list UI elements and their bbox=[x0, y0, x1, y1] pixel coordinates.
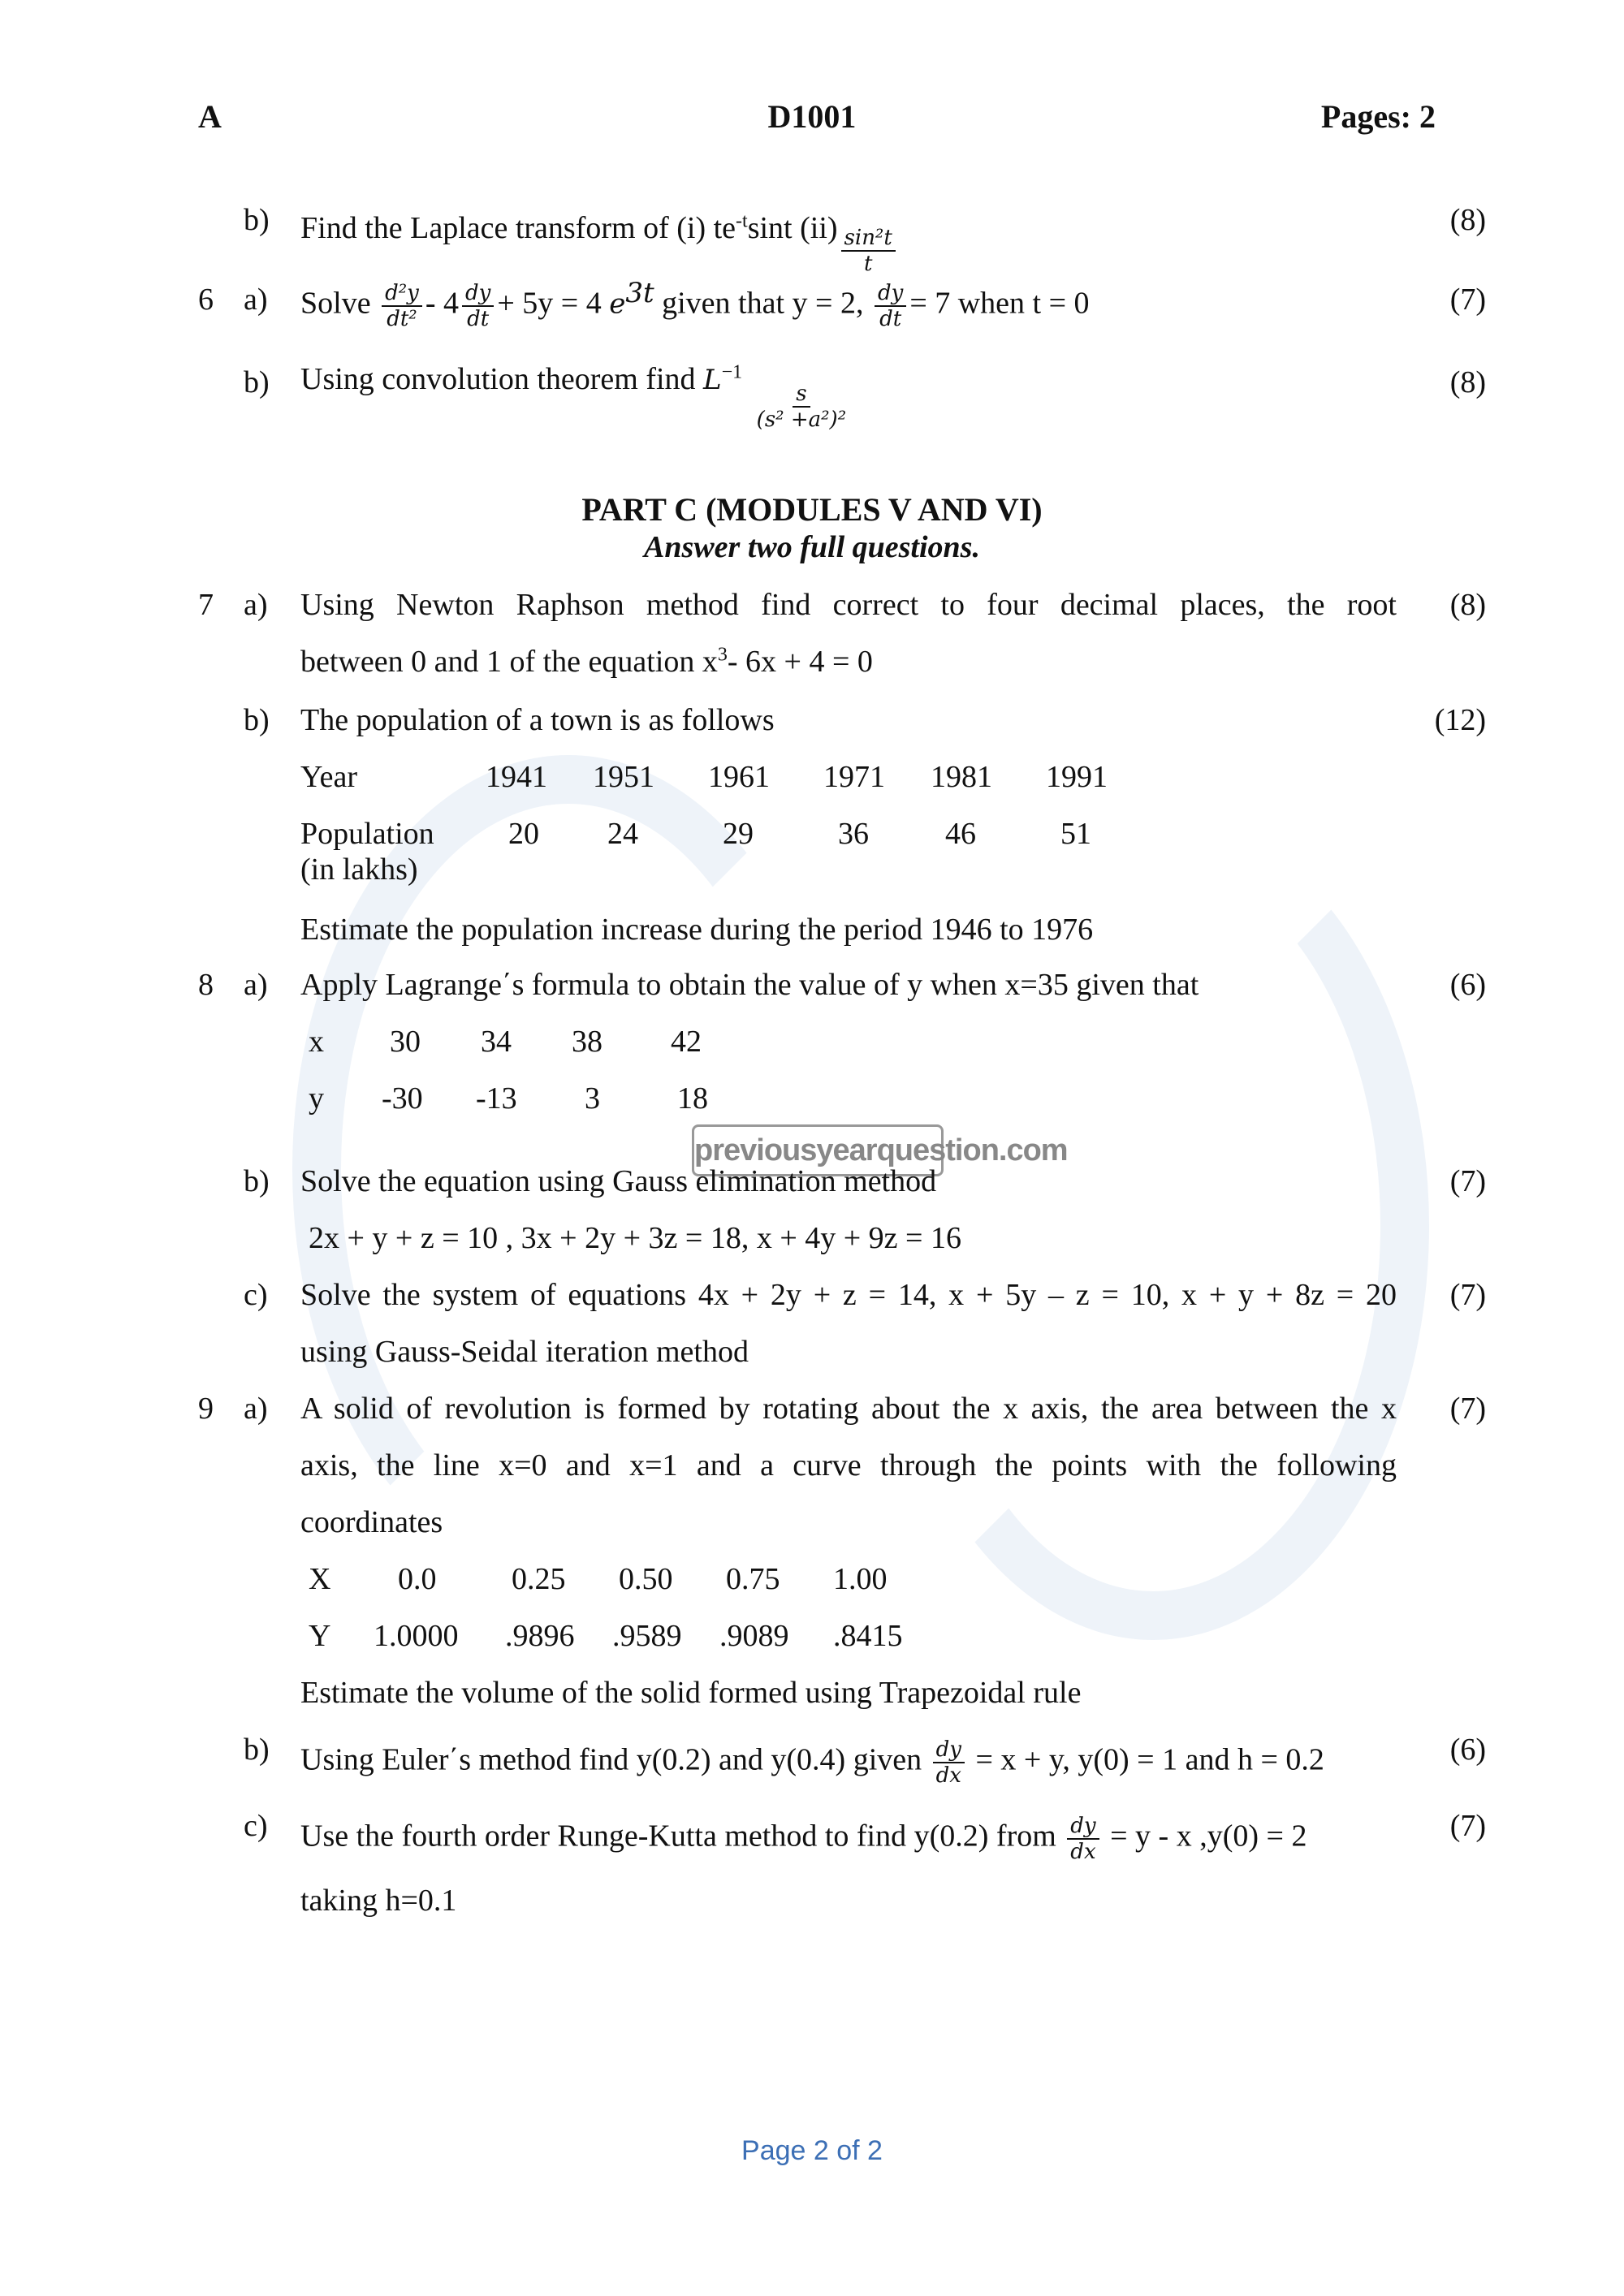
lagrange-y-value: 3 bbox=[585, 1081, 600, 1116]
q9a-line3: coordinates bbox=[300, 1505, 443, 1539]
part-c-title: PART C (MODULES V AND VI) bbox=[581, 491, 1043, 528]
trapezoid-x-label: X bbox=[309, 1562, 331, 1596]
trapezoid-y-value: .9589 bbox=[612, 1619, 682, 1653]
q7b-label: b) bbox=[244, 703, 270, 737]
trapezoid-y-value: .8415 bbox=[833, 1619, 903, 1653]
lagrange-x-label: x bbox=[309, 1025, 324, 1059]
q5b-text: Find the Laplace transform of (i) $te^{-t}\sin t$ (ii) $\frac{\text{sin²t}}{t}$ bbox=[300, 209, 899, 276]
part-c-instruction: Answer two full questions. bbox=[644, 530, 980, 564]
lagrange-x-value: 38 bbox=[572, 1025, 603, 1059]
population-value: 46 bbox=[945, 817, 976, 851]
q9b-text: Using Euler΄s method find y(0.2) and y(0.4) given $\frac{dy}{dx}$ = x + y, y(0) = 1 and h = 0.2 bbox=[300, 1737, 1324, 1788]
header-pages: Pages: 2 bbox=[1320, 98, 1436, 135]
q7b-estimate: Estimate the population increase during the period 1946 to 1976 bbox=[300, 913, 1094, 947]
q9b-label: b) bbox=[244, 1733, 270, 1767]
header-code: D1001 bbox=[767, 98, 857, 135]
q5b-marks: (8) bbox=[1449, 203, 1486, 237]
q9c-text: Use the fourth order Runge-Kutta method to find y(0.2) from $\frac{dy}{dx}$ = y - x ,y(0) = 2 bbox=[300, 1814, 1307, 1864]
trapezoid-x-value: 0.25 bbox=[512, 1562, 566, 1596]
q8a-marks: (6) bbox=[1449, 968, 1486, 1002]
q8c-line1: Solve the system of equations 4x + 2y + z = 14, x + 5y – z = 10, x + y + 8z = 20 bbox=[300, 1278, 1397, 1312]
q9a-line1: A solid of revolution is formed by rotating about the x axis, the area between the x bbox=[300, 1392, 1397, 1426]
trapezoid-x-value: 1.00 bbox=[833, 1562, 888, 1596]
watermark-logo: previousyearquestion.com bbox=[692, 1124, 944, 1176]
q8c-line2: using Gauss-Seidal iteration method bbox=[300, 1335, 749, 1369]
q8c-label: c) bbox=[244, 1278, 268, 1312]
trapezoid-x-value: 0.75 bbox=[726, 1562, 780, 1596]
population-value: 24 bbox=[607, 817, 638, 851]
lagrange-x-value: 34 bbox=[481, 1025, 512, 1059]
q8b-equations: 2x + y + z = 10 , 3x + 2y + 3z = 18, x + 4y + 9z = 16 bbox=[309, 1221, 961, 1255]
q8-number: 8 bbox=[198, 968, 214, 1002]
q8b-marks: (7) bbox=[1449, 1164, 1486, 1198]
trapezoid-y-value: 1.0000 bbox=[374, 1619, 459, 1653]
q6b-label: b) bbox=[244, 365, 270, 399]
lagrange-x-value: 42 bbox=[671, 1025, 702, 1059]
q6a-text: Solve $\frac{\text{d²y}}{\text{dt²}}$ - 4 $\frac{dy}{dt}$ + 5y = 4 $e^{3t}$ given that y = 2, $\frac{dy}{dt}$ = 7 when t = 0 bbox=[300, 277, 1090, 331]
q9a-estimate: Estimate the volume of the solid formed using Trapezoidal rule bbox=[300, 1676, 1082, 1710]
population-value-unit: (in lakhs) bbox=[300, 852, 418, 887]
q9a-label: a) bbox=[244, 1392, 268, 1426]
lagrange-y-value: -13 bbox=[476, 1081, 517, 1116]
population-year: 1981 bbox=[931, 760, 992, 794]
q8b-text: Solve the equation using Gauss elimination method bbox=[300, 1164, 937, 1198]
q9c-marks: (7) bbox=[1449, 1809, 1486, 1843]
trapezoid-x-value: 0.50 bbox=[619, 1562, 673, 1596]
population-year: 1951 bbox=[593, 760, 654, 794]
q6b-marks: (8) bbox=[1449, 365, 1486, 399]
trapezoid-x-value: 0.0 bbox=[398, 1562, 437, 1596]
q9c-label: c) bbox=[244, 1809, 268, 1843]
population-value: 20 bbox=[508, 817, 539, 851]
lagrange-x-value: 30 bbox=[390, 1025, 421, 1059]
q7a-marks: (8) bbox=[1449, 588, 1486, 622]
q9b-marks: (6) bbox=[1449, 1733, 1486, 1767]
q7b-text: The population of a town is as follows bbox=[300, 703, 775, 737]
q7-number: 7 bbox=[198, 588, 214, 622]
population-value-label: Population bbox=[300, 817, 434, 851]
lagrange-y-value: -30 bbox=[382, 1081, 423, 1116]
population-value: 51 bbox=[1060, 817, 1091, 851]
population-value: 36 bbox=[838, 817, 869, 851]
q7b-marks: (12) bbox=[1434, 703, 1486, 737]
trapezoid-y-value: .9089 bbox=[719, 1619, 789, 1653]
q8c-marks: (7) bbox=[1449, 1278, 1486, 1312]
header-left: A bbox=[198, 98, 222, 135]
q6a-label: a) bbox=[244, 283, 268, 317]
trapezoid-y-value: .9896 bbox=[505, 1619, 575, 1653]
population-value: 29 bbox=[723, 817, 754, 851]
lagrange-y-label: y bbox=[309, 1081, 324, 1116]
q7a-label: a) bbox=[244, 588, 268, 622]
q7a-line2: between 0 and 1 of the equation $x^3-$ 6x + 4 = 0 bbox=[300, 644, 873, 679]
population-year-label: Year bbox=[300, 760, 358, 794]
trapezoid-y-label: Y bbox=[309, 1619, 331, 1653]
population-year: 1971 bbox=[823, 760, 885, 794]
population-year: 1941 bbox=[486, 760, 547, 794]
q9-number: 9 bbox=[198, 1392, 214, 1426]
q9a-marks: (7) bbox=[1449, 1392, 1486, 1426]
q8a-label: a) bbox=[244, 968, 268, 1002]
q6a-marks: (7) bbox=[1449, 283, 1486, 317]
q7a-line1: Using Newton Raphson method find correct to four decimal places, the root bbox=[300, 588, 1397, 622]
q9a-line2: axis, the line x=0 and x=1 and a curve through the points with the following bbox=[300, 1448, 1397, 1482]
q8b-label: b) bbox=[244, 1164, 270, 1198]
q6-number: 6 bbox=[198, 283, 214, 317]
q5b-label: b) bbox=[244, 203, 270, 237]
population-year: 1961 bbox=[708, 760, 770, 794]
lagrange-y-value: 18 bbox=[677, 1081, 708, 1116]
q8a-text: Apply Lagrange΄s formula to obtain the value of y when x=35 given that bbox=[300, 968, 1199, 1002]
q6b-text: Using convolution theorem find $L^{-1}$ $\frac{s}{\text{(s² +a²)²}}$ bbox=[300, 361, 847, 432]
page-number: Page 2 of 2 bbox=[741, 2135, 883, 2166]
q9c-line2: taking h=0.1 bbox=[300, 1884, 457, 1918]
population-year: 1991 bbox=[1046, 760, 1108, 794]
